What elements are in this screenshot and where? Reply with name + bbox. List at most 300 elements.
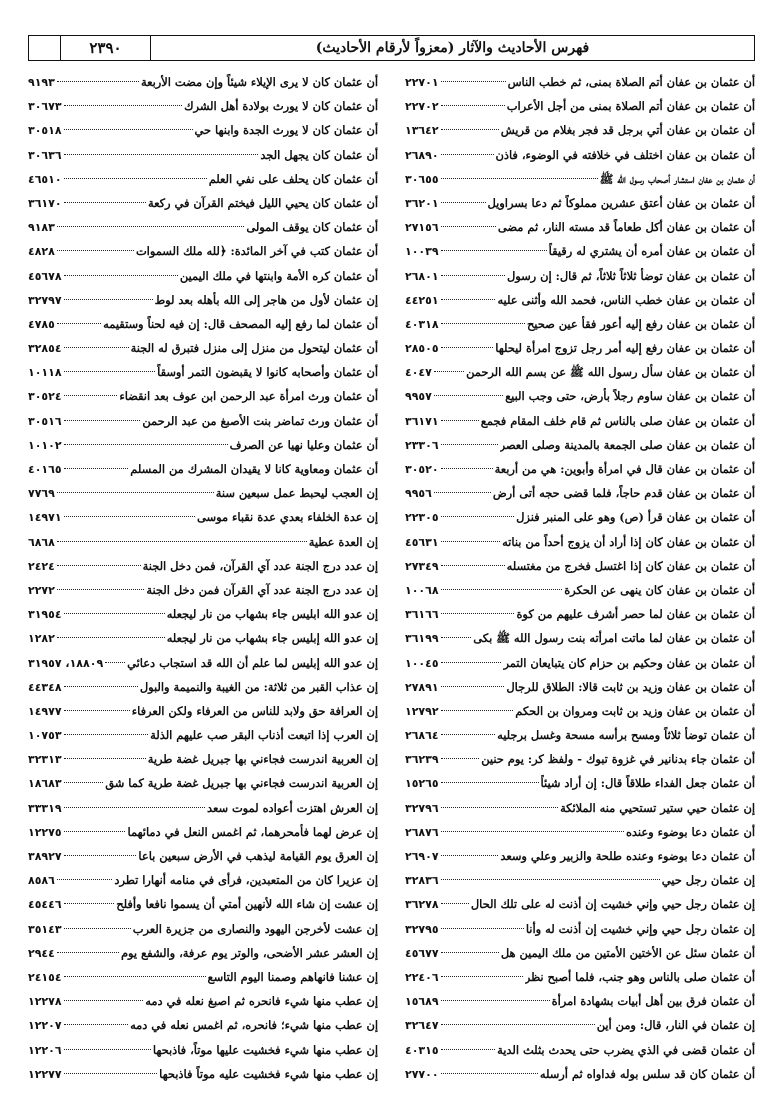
dot-leader	[64, 1073, 158, 1074]
index-entry	[28, 626, 378, 650]
dot-leader	[57, 879, 113, 880]
dot-leader	[441, 444, 498, 445]
entry-text: أن عثمان كان يوقف المولى	[246, 220, 378, 235]
index-entry	[28, 651, 378, 675]
dot-leader	[441, 468, 493, 469]
entry-text: أن عثمان ورث تماضر بنت الأصبغ من عبد الرحمن	[142, 413, 378, 428]
index-entry	[405, 771, 755, 795]
index-entry	[405, 167, 755, 191]
entry-text: إن عثمان لأول من هاجر إلى الله بأهله بعد لوط	[154, 292, 378, 307]
entry-number: ٤٥٦٧٧	[405, 946, 439, 960]
dot-leader	[441, 347, 494, 348]
entry-text: إن عدو الله إبليس جاء بشهاب من نار ليجعله	[166, 631, 378, 646]
entry-number: ٣٠٦٧٣	[28, 100, 62, 114]
entry-number: ٢٢٧٠٢	[405, 100, 439, 114]
entry-number: ٤٤٢٥١	[405, 293, 439, 307]
dot-leader	[64, 1000, 144, 1001]
index-entry	[405, 191, 755, 215]
entry-number: ٢٨٥٠٥	[405, 342, 439, 356]
index-entry	[28, 723, 378, 747]
running-header	[28, 35, 755, 61]
entry-number: ١٥٢٦٥	[405, 777, 439, 791]
index-entry	[405, 1062, 755, 1086]
index-entry	[28, 336, 378, 360]
entry-number: ٤٠٤٧	[405, 366, 432, 380]
index-entry	[405, 312, 755, 336]
entry-number: ١٠٠٦٨	[405, 583, 439, 597]
index-body	[28, 70, 755, 1081]
entry-number: ١٢٢٧٧	[28, 1067, 62, 1081]
entry-text: أن عثمان كتب في آخر المائدة: ﴿لله ملك السموات	[135, 244, 378, 259]
entry-text: أن عثمان كان لا يورث بولادة أهل الشرك	[184, 99, 378, 114]
entry-text: إن العجب ليحبط عمل سبعين سنة	[215, 486, 378, 501]
index-entry	[28, 771, 378, 795]
header-empty-cell	[29, 36, 61, 60]
index-entry	[405, 554, 755, 578]
entry-number: ١٢٧٩٢	[405, 704, 439, 718]
index-entry	[28, 796, 378, 820]
dot-leader	[441, 250, 547, 251]
entry-text: إن العربية اندرست فجاءني بها جبريل غضة طرية كما شق	[105, 776, 378, 791]
entry-text: أن عثمان بن عفان قدم حاجاً، فلما قضى حجه أتى أرض	[492, 486, 755, 501]
entry-text: أن عثمان بن عفان وحكيم بن حزام كان يتبايعان التمر	[503, 655, 755, 670]
index-entry	[28, 820, 378, 844]
dot-leader	[441, 226, 496, 227]
dot-leader	[64, 154, 259, 155]
dot-leader	[441, 516, 515, 517]
entry-text: إن عدة الخلفاء بعدي عدة نقباء موسى	[197, 510, 378, 525]
dot-leader	[64, 734, 149, 735]
index-entry	[405, 965, 755, 989]
index-entry	[405, 239, 755, 263]
index-entry	[28, 1062, 378, 1086]
index-entry	[405, 505, 755, 529]
entry-number: ١٤٩٧١	[28, 511, 62, 525]
index-entry	[405, 70, 755, 94]
entry-number: ٤٥٦٣١	[405, 535, 439, 549]
entry-number: ٩٩٥٧	[405, 390, 432, 404]
entry-number: ٨٥٨٦	[28, 874, 55, 888]
dot-leader	[441, 1073, 538, 1074]
index-entry	[28, 70, 378, 94]
entry-number: ١٥٦٨٩	[405, 995, 439, 1009]
index-entry	[28, 989, 378, 1013]
entry-number: ٢٢٤٠٦	[405, 970, 439, 984]
entry-text: أن عثمان بن عفان وزيد بن ثابت قالا: الطلاق للرجال	[506, 679, 755, 694]
index-entry	[28, 675, 378, 699]
entry-text: أن عثمان كان لا يرى الإيلاء شيئاً وإن مضت الأربعة	[140, 75, 378, 89]
dot-leader	[64, 468, 129, 469]
index-entry	[28, 554, 378, 578]
entry-number: ١٠١١٨	[28, 366, 62, 380]
dot-leader	[441, 734, 496, 735]
dot-leader	[441, 758, 480, 759]
index-entry	[405, 868, 755, 892]
entry-number: ٢٧٣٤٩	[405, 559, 439, 573]
entry-number: ٣٠٥١٦	[28, 414, 62, 428]
entry-text: إن عطب منها شيء فانحره ثم اصبغ نعله في دمه	[145, 994, 378, 1009]
dot-leader	[441, 952, 499, 953]
entry-number: ٦٨٦٨	[28, 535, 55, 549]
dot-leader	[434, 492, 491, 493]
entry-number: ١٢٢٠٦	[28, 1043, 62, 1057]
entry-text: أن عثمان بن عفان رفع إليه أعور فقأ عين صحيح	[526, 316, 755, 331]
entry-number: ١٠٠٣٩	[405, 245, 439, 259]
index-entry	[28, 747, 378, 771]
dot-leader	[64, 976, 206, 977]
dot-leader	[57, 250, 134, 251]
dot-leader	[64, 613, 165, 614]
dot-leader	[64, 903, 115, 904]
index-entry	[28, 143, 378, 167]
entry-text: أن عثمان كره الأمة وابنتها في ملك اليمين	[179, 268, 378, 283]
entry-text: أن عثمان بن عفان لما حصر أشرف عليهم من كوة	[516, 607, 755, 622]
entry-text: إن عدو الله ابليس جاء بشهاب من نار ليجعله	[166, 607, 378, 622]
dot-leader	[57, 226, 244, 227]
index-entry	[405, 457, 755, 481]
index-entry	[28, 699, 378, 723]
index-entry	[28, 505, 378, 529]
entry-text: أن عثمان وعليا نهيا عن الصرف	[229, 437, 378, 452]
index-entry	[405, 941, 755, 965]
dot-leader	[64, 275, 178, 276]
index-entry	[405, 675, 755, 699]
entry-number: ٢٢٣٠٥	[405, 511, 439, 525]
entry-text: إن عشت إن شاء الله لأنهين أمتي أن يسموا نافعا وأفلح	[116, 897, 378, 912]
entry-number: ٩٩٥٦	[405, 487, 432, 501]
entry-number: ٣٠٥٢٤	[28, 390, 62, 404]
entry-number: ١٠١٠٢	[28, 438, 62, 452]
entry-number: ٤٠١٦٥	[28, 463, 62, 476]
index-entry	[405, 844, 755, 868]
entry-text: أن عثمان كان يجهل الجد	[260, 147, 378, 162]
entry-number: ٧٧٦٩	[28, 487, 55, 501]
index-entry	[405, 796, 755, 820]
dot-leader	[57, 323, 101, 324]
entry-text: أن عثمان دعا بوضوء وعنده طلحة والزبير وعلي وسعد	[500, 849, 755, 863]
entry-number: ٢٦٨٦٤	[405, 729, 439, 743]
entry-text: أن عثمان بن عفان استشار أصحاب رسول الله ﷺ	[599, 171, 755, 186]
entry-number: ٣٨٩٢٧	[28, 850, 62, 863]
index-entry	[405, 433, 755, 457]
dot-leader	[441, 323, 525, 324]
dot-leader	[64, 178, 207, 179]
dot-leader	[57, 952, 119, 953]
dot-leader	[441, 879, 660, 880]
entry-number: ١٣٦٤٢	[405, 124, 439, 138]
entry-number: ٣٦١٧٠	[28, 196, 62, 210]
entry-number: ٣٢٣١٣	[28, 753, 62, 767]
entry-text: أن عثمان ورث امرأة عبد الرحمن ابن عوف بعد انقضاء	[119, 389, 378, 404]
index-entry	[28, 892, 378, 916]
entry-number: ٢٤٢٤	[28, 559, 55, 573]
dot-leader	[441, 976, 523, 977]
dot-leader	[57, 637, 165, 638]
entry-text: إن عدو الله إبليس لما علم أن الله قد استجاب دعائي	[127, 655, 378, 670]
dot-leader	[434, 371, 464, 372]
dot-leader	[57, 492, 214, 493]
entry-text: أن عثمان كان لا يورث الجدة وابنها حي	[194, 123, 378, 138]
dot-leader	[441, 782, 539, 783]
entry-text: إن عشت لأخرجن اليهود والنصارى من جزيرة العرب	[132, 921, 378, 936]
index-entry	[28, 167, 378, 191]
index-entry	[28, 965, 378, 989]
entry-number: ١٢٢٠٧	[28, 1019, 62, 1033]
entry-text: إن عطب منها شيء؛ فانحره، ثم اغمس نعله في دمه	[130, 1018, 378, 1033]
entry-number: ٤٥٦٧٨	[28, 269, 62, 283]
index-entry	[28, 868, 378, 892]
index-entry	[405, 747, 755, 771]
index-entry	[405, 917, 755, 941]
entry-number: ٤٧٨٥	[28, 317, 55, 331]
index-entry	[405, 264, 755, 288]
entry-text: أن عثمان بن عفان كان ينهى عن الحكرة	[564, 582, 755, 597]
entry-text: إن عثمان حيي ستير تستحيي منه الملائكة	[560, 800, 755, 815]
dot-leader	[441, 686, 505, 687]
dot-leader	[441, 855, 499, 856]
entry-number: ١٤٩٧٧	[28, 704, 62, 718]
index-entry	[28, 433, 378, 457]
dot-leader	[441, 202, 486, 203]
entry-number: ١٠٧٥٣	[28, 729, 62, 743]
dot-leader	[441, 613, 515, 614]
index-entry	[28, 288, 378, 312]
entry-number: ١٢٢٧٥	[28, 825, 62, 839]
entry-number: ٣٦١٧١	[405, 414, 439, 428]
entry-number: ٣٠٥١٨	[28, 124, 62, 138]
index-entry	[405, 336, 755, 360]
entry-number: ٤٦٥١٠	[28, 172, 62, 186]
entry-text: أن عثمان جاء بدنانير في غزوة تبوك - ولفظ كر: يوم حنين	[481, 752, 755, 767]
dot-leader	[64, 516, 195, 517]
dot-leader	[441, 129, 499, 130]
entry-number: ٢٧١٥٦	[405, 221, 439, 235]
index-entry	[405, 892, 755, 916]
entry-number: ٣٢٧٩٥	[405, 922, 439, 936]
entry-number: ٢٦٨٧٦	[405, 825, 439, 839]
dot-leader	[441, 178, 598, 179]
entry-text: إن العربية اندرست فجاءني بها جبريل غضة طرية	[147, 752, 378, 767]
dot-leader	[441, 831, 624, 832]
entry-number: ٤٠٣١٨	[405, 317, 439, 331]
index-entry	[405, 215, 755, 239]
page-title: فهرس الأحاديث والآثار (معزواً لأرقام الأحاديث)	[315, 40, 590, 56]
dot-leader	[441, 662, 502, 663]
dot-leader	[441, 589, 563, 590]
dot-leader	[441, 420, 479, 421]
dot-leader	[57, 81, 139, 82]
entry-text: أن عثمان بن عفان قال في امرأة وأبوين: هي من أربعة	[494, 462, 755, 476]
index-entry	[28, 264, 378, 288]
entry-text: أن عثمان توضأ ثلاثاً ومسح برأسه مسحة وغسل برجليه	[497, 728, 755, 743]
entry-text: إن عثمان رجل حيي	[661, 873, 755, 888]
entry-number: ٣٢٧٩٦	[405, 801, 439, 815]
entry-number: ٣٣٣١٩	[28, 801, 62, 815]
page-number: ٢٣٩٠	[61, 36, 151, 60]
index-entry	[405, 143, 755, 167]
entry-number: ٩١٨٣	[28, 221, 55, 235]
entry-text: أن عثمان كان يحلف على نفي العلم	[208, 171, 378, 186]
entry-number: ٣٦٢٣٩	[405, 753, 439, 767]
dot-leader	[64, 928, 131, 929]
dot-leader	[64, 105, 183, 106]
entry-number: ٣٢٨٣٦	[405, 874, 439, 888]
dot-leader	[441, 637, 472, 638]
index-entry	[28, 941, 378, 965]
entry-text: أن عثمان بن عفان رفع إليه أمر رجل تزوج امرأة ليحلها	[495, 341, 755, 356]
dot-leader	[64, 444, 228, 445]
dot-leader	[441, 81, 506, 82]
entry-number: ٢٤١٥٤	[28, 970, 62, 984]
index-entry	[28, 215, 378, 239]
entry-number: ٣٦٢٠١	[405, 196, 439, 210]
entry-number: ٣٦١٦٦	[405, 608, 439, 622]
entry-number: ٣٠٦٣٦	[28, 148, 62, 162]
index-entry	[28, 384, 378, 408]
entry-text: أن عثمان بن عفان كان إذا أراد أن يزوج أحداً من بناته	[502, 534, 755, 549]
index-entry	[405, 288, 755, 312]
entry-text: أن عثمان بن عفان أعتق عشرين مملوكاً ثم دعا بسراويل	[487, 195, 755, 210]
dot-leader	[64, 831, 126, 832]
entry-text: أن عثمان بن عفان اختلف في خلافته في الوضوء، فاذن	[495, 147, 755, 162]
entry-text: أن عثمان فرق بين أهل أبيات بشهادة امرأة	[551, 994, 755, 1009]
dot-leader	[105, 662, 125, 663]
entry-number: ٣٢٨٥٤	[28, 342, 62, 356]
index-entry	[405, 118, 755, 142]
index-entry	[405, 360, 755, 384]
entry-text: أن عثمان بن عفان أتي برجل قد فجر بغلام من قريش	[500, 123, 755, 138]
dot-leader	[441, 565, 505, 566]
entry-number: ٤٨٢٨	[28, 245, 55, 259]
entry-number: ٢٦٨٩٠	[405, 148, 439, 162]
index-entry	[28, 360, 378, 384]
entry-number: ٣٠٥٢٠	[405, 463, 439, 476]
dot-leader	[441, 275, 505, 276]
entry-text: أن عثمان بن عفان أتم الصلاة بمنى من أجل الأعراب	[506, 99, 755, 114]
index-entry	[28, 191, 378, 215]
index-entry	[28, 844, 378, 868]
entry-number: ٩١٩٣	[28, 76, 55, 89]
entry-text: أن عثمان بن عفان لما ماتت امرأته بنت رسول الله ﷺ بكى	[473, 631, 755, 646]
index-entry	[28, 409, 378, 433]
index-column-right	[405, 70, 755, 1086]
entry-number: ١٢٨٢	[28, 632, 55, 646]
entry-number: ٣٢٦٤٧	[405, 1019, 439, 1033]
entry-number: ٣٥١٤٣	[28, 922, 62, 936]
entry-text: أن عثمان بن عفان سأل رسول الله ﷺ عن بسم الله الرحمن	[466, 365, 755, 380]
entry-text: إن عثمان في النار، قال: ومن أين	[596, 1018, 755, 1033]
entry-text: أن عثمان جعل الفداء طلاقاً قال: إن أراد شيئاً	[540, 776, 755, 791]
index-entry	[28, 118, 378, 142]
entry-number: ١٢٢٧٨	[28, 995, 62, 1009]
entry-number: ٢٦٨٠١	[405, 269, 439, 283]
entry-text: إن عثمان رجل حيي وإني خشيت إن أذنت له وأنا	[525, 921, 755, 936]
dot-leader	[64, 299, 153, 300]
entry-number: ٣٠٦٥٥	[405, 172, 439, 186]
entry-number: ٣٦٢٧٨	[405, 898, 439, 912]
entry-number: ٢٢٧٠١	[405, 76, 439, 89]
entry-number: ١٨٨٠٩، ٣١٩٥٧	[28, 656, 104, 670]
index-entry	[405, 481, 755, 505]
entry-number: ٢٧٨٩١	[405, 680, 439, 694]
entry-text: أن عثمان بن عفان كان إذا اغتسل فخرج من مغتسله	[506, 558, 755, 573]
dot-leader	[64, 782, 104, 783]
index-entry	[28, 481, 378, 505]
entry-text: إن عدد درج الجنة عدد آي القرآن، فمن دخل الجنة	[142, 558, 378, 573]
dot-leader	[64, 129, 193, 130]
index-entry	[405, 699, 755, 723]
index-entry	[405, 530, 755, 554]
entry-number: ٢٣٣٠٦	[405, 438, 439, 452]
entry-text: أن عثمان كان قد سلس بوله فداواه ثم أرسله	[539, 1066, 755, 1081]
entry-number: ٣٦١٩٩	[405, 632, 439, 646]
entry-text: أن عثمان قضى في الذي يضرب حتى يحدث بثلث الدية	[497, 1042, 755, 1057]
entry-text: أن عثمان ليتحول من منزل إلى منزل فتبرق له الجنة	[130, 341, 378, 356]
entry-number: ٢٧٧٠٠	[405, 1067, 439, 1081]
index-column-left	[28, 70, 378, 1086]
dot-leader	[441, 710, 514, 711]
dot-leader	[434, 395, 503, 396]
index-entry	[405, 1038, 755, 1062]
dot-leader	[57, 565, 141, 566]
index-entry	[405, 651, 755, 675]
page	[28, 28, 755, 1081]
entry-number: ٢٢٧٢	[28, 583, 55, 597]
entry-number: ٣١٩٥٤	[28, 608, 62, 622]
dot-leader	[441, 299, 496, 300]
dot-leader	[57, 589, 145, 590]
index-entry	[28, 239, 378, 263]
entry-text: أن عثمان لما رفع إليه المصحف قال: إن فيه لحناً وستقيمه	[103, 316, 378, 331]
entry-text: أن عثمان بن عفان أكل طعاماً قد مسته النار، ثم مضى	[497, 220, 755, 235]
index-entry	[28, 457, 378, 481]
entry-number: ١٠٠٤٥	[405, 656, 439, 670]
entry-text: إن العرب إذا اتبعت أذناب البقر صب عليهم الذلة	[150, 728, 378, 743]
entry-number: ٤٥٤٤٦	[28, 898, 62, 912]
dot-leader	[441, 1024, 595, 1025]
entry-text: أن عثمان صلى بالناس وهو جنب، فلما أصبح نظر	[524, 969, 755, 984]
entry-number: ٤٠٣١٥	[405, 1043, 439, 1057]
entry-text: أن عثمان ومعاوية كانا لا يقيدان المشرك من المسلم	[130, 462, 378, 476]
dot-leader	[441, 928, 524, 929]
dot-leader	[64, 758, 146, 759]
dot-leader	[64, 1024, 128, 1025]
dot-leader	[64, 807, 205, 808]
dot-leader	[64, 371, 156, 372]
dot-leader	[64, 710, 130, 711]
dot-leader	[64, 1049, 151, 1050]
index-entry	[405, 723, 755, 747]
entry-text: إن العرافة حق ولابد للناس من العرفاء ولكن العرفاء	[131, 703, 378, 718]
entry-text: إن عثمان رجل حيي وإني خشيت إن أذنت له على تلك الحال	[470, 897, 755, 912]
entry-text: إن العرق يوم القيامة ليذهب في الأرض سبعين باعا	[138, 849, 378, 863]
entry-text: أن عثمان بن عفان خطب الناس، فحمد الله وأثنى عليه	[497, 292, 755, 307]
entry-text: أن عثمان بن عفان ساوم رجلاً بأرض، حتى وجب البيع	[505, 389, 755, 404]
entry-text: إن عطب منها شيء فخشيت عليه موتاً فاذبحها	[159, 1066, 378, 1081]
entry-text: إن عرض لهما فأمحرهما، ثم اغمس النعل في دمائهما	[127, 824, 378, 839]
index-entry	[405, 602, 755, 626]
dot-leader	[441, 903, 469, 904]
entry-text: إن عزيرا كان من المتعبدين، فرأى في منامه أنهارا تطرد	[114, 873, 378, 888]
entry-text: إن العدة عطية	[308, 534, 378, 549]
index-entry	[28, 578, 378, 602]
dot-leader	[441, 1000, 550, 1001]
entry-text: أن عثمان سئل عن الأختين الأمتين من ملك اليمين هل	[500, 945, 755, 960]
dot-leader	[64, 420, 141, 421]
dot-leader	[64, 347, 129, 348]
entry-number: ١٨٦٨٣	[28, 777, 62, 791]
index-entry	[405, 626, 755, 650]
